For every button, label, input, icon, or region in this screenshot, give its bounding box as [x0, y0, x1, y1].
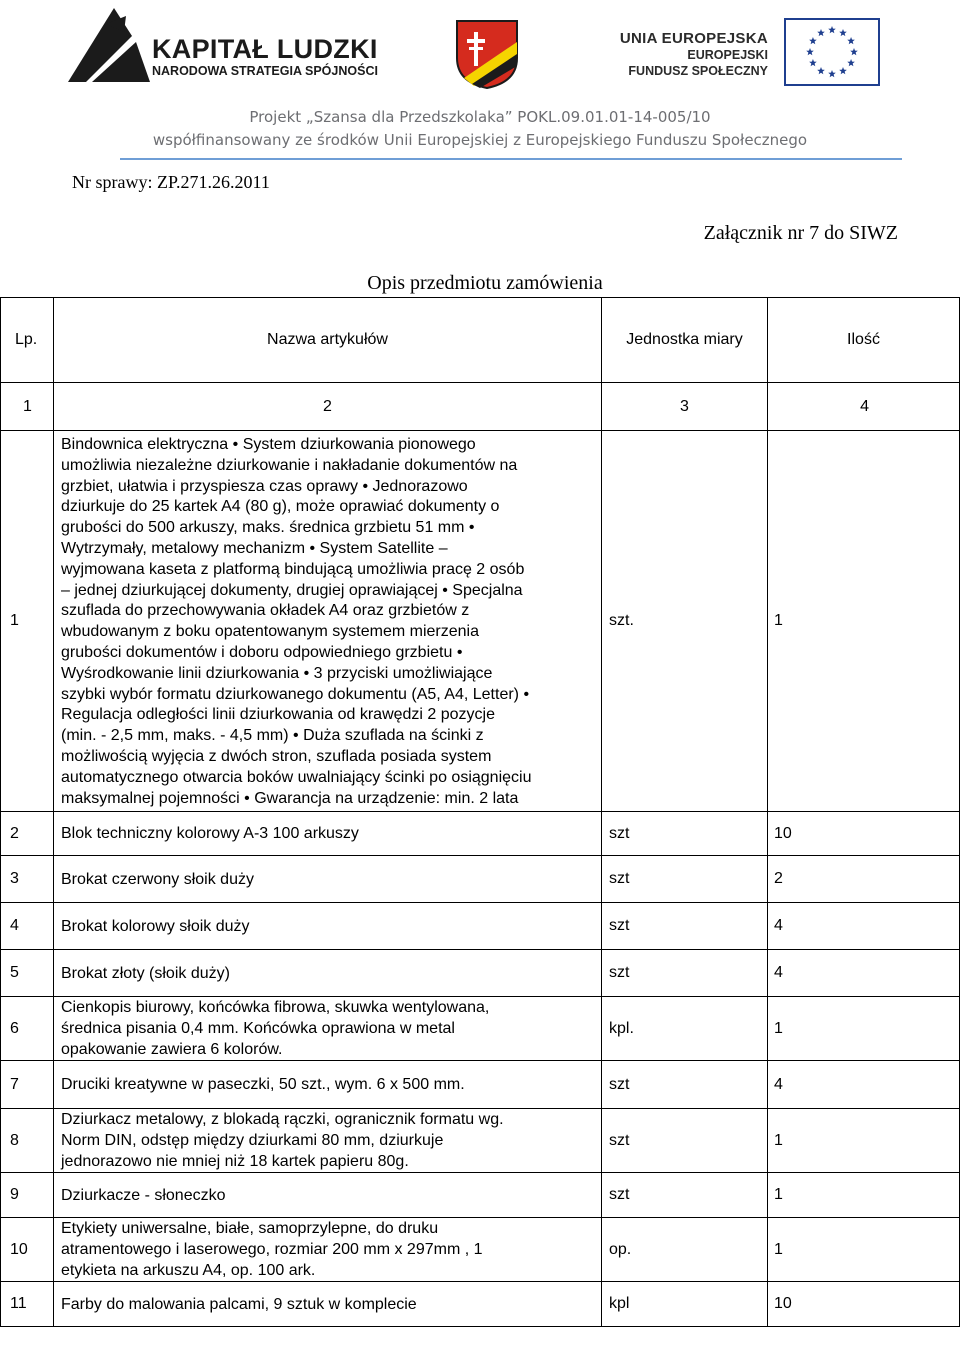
table-row	[1, 903, 960, 950]
logo-bar	[0, 0, 960, 100]
item-name-line: grubości dokumentów i doboru odpowiedniego grzbietu •	[61, 643, 463, 661]
row-quantity: 1	[768, 997, 960, 1061]
document-title: Opis przedmiotu zamówienia	[367, 272, 603, 294]
kapital-ludzki-subtitle: NARODOWA STRATEGIA SPÓJNOŚCI	[152, 64, 378, 78]
row-quantity: 1	[768, 1109, 960, 1173]
eu-union-label: UNIA EUROPEJSKA	[619, 30, 768, 47]
items-table	[0, 297, 960, 1327]
eu-label	[620, 30, 768, 79]
row-unit: szt	[602, 1109, 768, 1173]
item-name-line: automatycznego otwarcia boków uwalniający ścinki po osiągnięciu	[61, 768, 532, 786]
table-row	[1, 812, 960, 856]
item-name-line: Wyśrodkowanie linii dziurkowania • 3 przyciski umożliwiające	[61, 664, 493, 682]
row-lp: 9	[1, 1173, 54, 1218]
row-quantity: 1	[768, 1218, 960, 1282]
table-row	[1, 1061, 960, 1109]
table-header-row	[1, 298, 960, 383]
item-name-line: – jednej dziurkującej dokumenty, drugiej oprawiającej • Specjalna	[61, 581, 523, 599]
row-unit: kpl.	[602, 997, 768, 1061]
header-lp: Lp.	[1, 298, 54, 383]
kapital-ludzki-title: KAPITAŁ LUDZKI	[152, 34, 378, 64]
item-name-line: wyjmowana kaseta z platformą bindującą umożliwia pracę 2 osób	[61, 560, 525, 578]
header-qty: Ilość	[768, 298, 960, 383]
item-name-line: Brokat złoty (słoik duży)	[61, 964, 230, 982]
row-unit: szt	[602, 812, 768, 856]
table-row	[1, 997, 960, 1061]
column-number-2: 2	[54, 383, 602, 431]
item-name-line: Norm DIN, odstęp między dziurkami 80 mm, dziurkuje	[61, 1132, 444, 1150]
row-lp: 1	[1, 431, 54, 812]
item-name-line: grubości do 500 arkuszy, maks. średnica grzbietu 51 mm •	[61, 519, 475, 537]
eu-fund-label-2: FUNDUSZ SPOŁECZNY	[628, 64, 768, 78]
row-unit: szt	[602, 903, 768, 950]
row-quantity: 10	[768, 812, 960, 856]
row-unit: szt	[602, 950, 768, 997]
table-row	[1, 1109, 960, 1173]
row-item-name	[54, 812, 602, 856]
row-item-name	[54, 856, 602, 903]
item-name-line: Blok techniczny kolorowy A-3 100 arkuszy	[61, 825, 359, 843]
item-name-line: średnica pisania 0,4 mm. Końcówka oprawiona w metal	[61, 1020, 455, 1038]
item-name-line: Brokat czerwony słoik duży	[61, 870, 254, 888]
table-row	[1, 1173, 960, 1218]
row-unit: op.	[602, 1218, 768, 1282]
item-name-line: dziurkuje do 25 kartek A4 (80 g), może oprawiać dokumenty o	[61, 498, 500, 516]
item-name-line: grzbiet, ułatwia i przyspiesza czas oprawy • Jednorazowo	[61, 477, 468, 495]
item-name-line: etykieta na arkuszu A4, op. 100 ark.	[61, 1262, 316, 1280]
annex-label: Załącznik nr 7 do SIWZ	[703, 222, 898, 244]
row-lp: 3	[1, 856, 54, 903]
row-item-name	[54, 1282, 602, 1327]
table-row	[1, 856, 960, 903]
item-name-line: atramentowego i laserowego, rozmiar 200 mm x 297mm , 1	[61, 1241, 483, 1259]
item-name-line: (min. - 2,5 mm, maks. - 4,5 mm) • Duża szuflada na ścinki z	[61, 727, 484, 745]
row-unit: szt	[602, 1173, 768, 1218]
item-name-line: Brokat kolorowy słoik duży	[61, 917, 250, 935]
row-lp: 10	[1, 1218, 54, 1282]
header-unit: Jednostka miary	[602, 298, 768, 383]
row-item-name	[54, 431, 602, 812]
column-number-row	[1, 383, 960, 431]
table-row	[1, 950, 960, 997]
row-item-name	[54, 1109, 602, 1173]
column-number-1: 1	[1, 383, 54, 431]
item-name-line: szybki wybór formatu dziurkowanego dokumentu (A5, A4, Letter) •	[61, 685, 530, 703]
item-name-line: opakowanie zawiera 6 kolorów.	[61, 1041, 283, 1059]
case-number: Nr sprawy: ZP.271.26.2011	[72, 172, 270, 192]
row-lp: 7	[1, 1061, 54, 1109]
item-name-line: wbudowanym z boku opatentowanym systemem mierzenia	[61, 623, 479, 641]
eu-fund-label-1: EUROPEJSKI	[687, 48, 768, 62]
header-name: Nazwa artykułów	[54, 298, 602, 383]
table-row	[1, 431, 960, 812]
item-name-line: możliwością wyjęcia z dwóch stron, szuflada posiada system	[61, 747, 492, 765]
row-item-name	[54, 1173, 602, 1218]
item-name-line: jednorazowo nie mniej niż 18 kartek papieru 80g.	[61, 1153, 409, 1171]
row-quantity: 10	[768, 1282, 960, 1327]
column-number-4: 4	[768, 383, 960, 431]
project-title: Projekt „Szansa dla Przedszkolaka” POKL.09.01.01-14-005/10	[249, 108, 711, 126]
item-name-line: Druciki kreatywne w paseczki, 50 szt., wym. 6 x 500 mm.	[61, 1076, 465, 1094]
project-cofinancing: współfinansowany ze środków Unii Europejskiej z Europejskiego Funduszu Społecznego	[152, 131, 808, 149]
item-name-line: Etykiety uniwersalne, białe, samoprzylepne, do druku	[61, 1220, 439, 1238]
row-item-name	[54, 903, 602, 950]
item-name-line: Bindownica elektryczna • System dziurkowania pionowego	[61, 436, 476, 453]
row-item-name	[54, 997, 602, 1061]
item-name-line: Dziurkacz metalowy, z blokadą rączki, ogranicznik formatu wg.	[61, 1111, 504, 1129]
item-name-line: Dziurkacze - słoneczko	[61, 1186, 226, 1204]
row-quantity: 4	[768, 1061, 960, 1109]
row-item-name	[54, 950, 602, 997]
row-lp: 4	[1, 903, 54, 950]
column-number-3: 3	[602, 383, 768, 431]
row-quantity: 4	[768, 950, 960, 997]
row-unit: szt	[602, 856, 768, 903]
row-unit: kpl	[602, 1282, 768, 1327]
table-row	[1, 1218, 960, 1282]
item-name-line: maksymalnej pojemności • Gwarancja na urządzenie: min. 2 lata	[61, 789, 519, 807]
row-lp: 6	[1, 997, 54, 1061]
row-lp: 11	[1, 1282, 54, 1327]
row-quantity: 4	[768, 903, 960, 950]
item-name-line: Farby do malowania palcami, 9 sztuk w komplecie	[61, 1295, 417, 1313]
table-row	[1, 1282, 960, 1327]
header-divider	[120, 158, 902, 160]
municipal-crest-logo	[454, 18, 520, 90]
row-lp: 2	[1, 812, 54, 856]
item-name-line: umożliwia niezależne dziurkowanie i nakładanie dokumentów na	[61, 456, 518, 474]
row-quantity: 1	[768, 1173, 960, 1218]
eu-flag-icon	[784, 18, 880, 86]
row-lp: 8	[1, 1109, 54, 1173]
row-item-name	[54, 1061, 602, 1109]
item-name-line: szuflada do przechowywania okładek A4 oraz grzbietów z	[61, 602, 470, 620]
row-unit: szt	[602, 1061, 768, 1109]
item-name-line: Cienkopis biurowy, końcówka fibrowa, skuwka wentylowana,	[61, 999, 490, 1017]
row-quantity: 1	[768, 431, 960, 812]
row-item-name	[54, 1218, 602, 1282]
row-quantity: 2	[768, 856, 960, 903]
row-lp: 5	[1, 950, 54, 997]
row-unit: szt.	[602, 431, 768, 812]
item-name-line: Regulacja odległości linii dziurkowania od krawędzi 2 pozycje	[61, 706, 496, 724]
item-name-line: Wytrzymały, metalowy mechanizm • System Satellite –	[61, 539, 448, 557]
